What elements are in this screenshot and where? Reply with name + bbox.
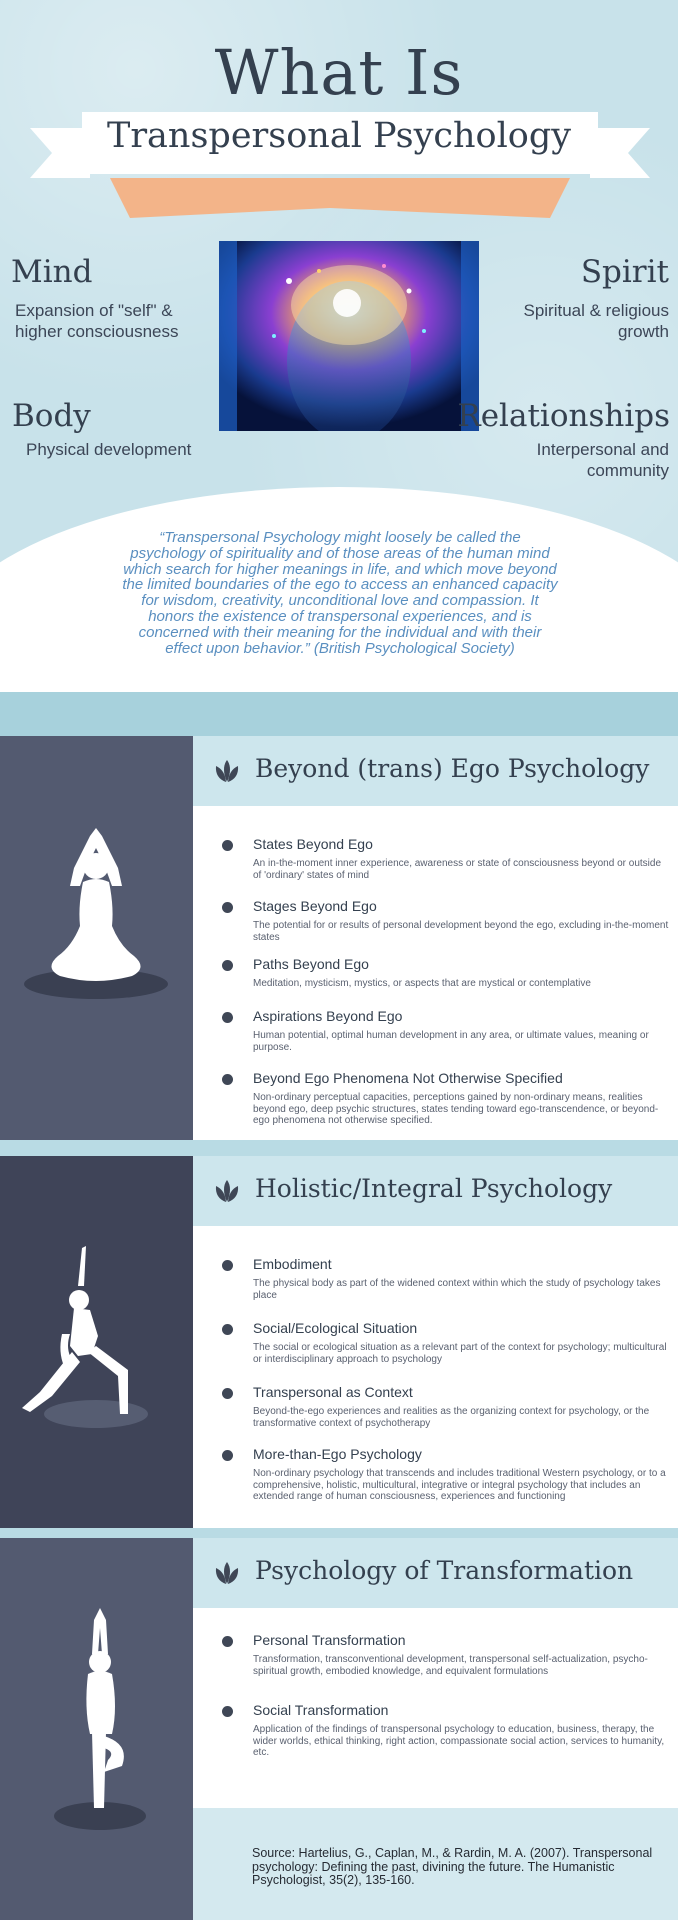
item-title: Stages Beyond Ego bbox=[253, 898, 377, 914]
item-title: Beyond Ego Phenomena Not Otherwise Specified bbox=[253, 1070, 563, 1086]
mind-title: Mind bbox=[11, 254, 93, 290]
section-title: Psychology of Transformation bbox=[255, 1556, 634, 1585]
item-title: More-than-Ego Psychology bbox=[253, 1446, 422, 1462]
section-title: Beyond (trans) Ego Psychology bbox=[255, 754, 650, 783]
relationships-title: Relationships bbox=[457, 398, 670, 434]
header-area bbox=[0, 0, 678, 692]
item-title: Embodiment bbox=[253, 1256, 332, 1272]
section-content bbox=[193, 806, 678, 1140]
bullet-dot bbox=[222, 1012, 233, 1023]
sidebar-panel bbox=[0, 736, 193, 1140]
lotus-icon bbox=[213, 758, 241, 784]
item-desc: The physical body as part of the widened context within which the study of psychology takes place bbox=[253, 1278, 661, 1301]
item-title: Paths Beyond Ego bbox=[253, 956, 369, 972]
item-desc: Meditation, mysticism, mystics, or aspects that are mystical or contemplative bbox=[253, 978, 591, 989]
bullet-dot bbox=[222, 1388, 233, 1399]
item-title: Transpersonal as Context bbox=[253, 1384, 413, 1400]
item-desc: Application of the findings of transpersonal psychology to education, business, therapy, the wider worlds, ethical thinking, right action, compassionate social action, services to humanity, etc. bbox=[253, 1724, 665, 1758]
bullet-dot bbox=[222, 960, 233, 971]
quote-text: “Transpersonal Psychology might loosely be called the psychology of spirituality and of those areas of the human mind which search for higher meanings in life, and which move beyond the limited boundaries of the ego to access an enhanced capacity for wisdom, creativity, unconditional love and compassion. It honors the existence of transpersonal experiences, and is concerned with their meaning for the individual and with their effect upon behavior.” (British Psychological Society) bbox=[122, 529, 558, 657]
item-desc: Transformation, transconventional development, transpersonal self-actualization, psycho-spiritual growth, embodied knowledge, and equivalent formulations bbox=[253, 1654, 648, 1677]
section-holistic bbox=[0, 1156, 678, 1538]
item-title: Aspirations Beyond Ego bbox=[253, 1008, 403, 1024]
yoga-warrior-figure bbox=[0, 1156, 193, 1538]
item-desc: Human potential, optimal human development in any area, or ultimate values, meaning or purpose. bbox=[253, 1030, 649, 1053]
section-beyond-ego bbox=[0, 736, 678, 1140]
bullet-dot bbox=[222, 1324, 233, 1335]
source-citation: Source: Hartelius, G., Caplan, M., & Rardin, M. A. (2007). Transpersonal psychology: Defining the past, divining the future. The Humanistic Psychologist, 35(2), 135-160. bbox=[252, 1846, 653, 1887]
section-header bbox=[193, 1538, 678, 1608]
headline-what-is: What Is bbox=[214, 36, 464, 109]
banner-title: Transpersonal Psychology bbox=[106, 116, 572, 156]
bullet-dot bbox=[222, 1074, 233, 1085]
item-desc: An in-the-moment inner experience, awareness or state of consciousness beyond or outside of 'ordinary' states of mind bbox=[253, 858, 662, 881]
item-title: States Beyond Ego bbox=[253, 836, 373, 852]
relationships-text: Interpersonal and community bbox=[536, 440, 669, 480]
bullet-dot bbox=[222, 902, 233, 913]
divider-band bbox=[0, 692, 678, 736]
brain-image bbox=[219, 241, 479, 431]
lotus-icon bbox=[213, 1178, 241, 1204]
mind-text: Expansion of "self" & higher consciousness bbox=[15, 301, 179, 341]
sidebar-panel bbox=[0, 1156, 193, 1538]
bullet-dot bbox=[222, 1636, 233, 1647]
item-title: Social Transformation bbox=[253, 1702, 389, 1718]
section-content bbox=[193, 1226, 678, 1538]
item-desc: The social or ecological situation as a relevant part of the context for psychology; multicultural or interdisciplinary approach to psychology bbox=[253, 1342, 667, 1365]
yoga-meditation-figure bbox=[0, 736, 193, 1140]
item-desc: Beyond-the-ego experiences and realities as the organizing context for psychology, or the transformative context of psychotherapy bbox=[253, 1406, 650, 1429]
bullet-dot bbox=[222, 1706, 233, 1717]
section-header bbox=[193, 1156, 678, 1226]
bullet-dot bbox=[222, 1450, 233, 1461]
body-title: Body bbox=[12, 398, 91, 434]
spirit-text: Spiritual & religious growth bbox=[523, 301, 669, 341]
item-desc: The potential for or results of personal development beyond the ego, excluding in-the-moment states bbox=[253, 920, 669, 943]
section-separator bbox=[0, 1140, 678, 1156]
section-header bbox=[193, 736, 678, 806]
item-title: Social/Ecological Situation bbox=[253, 1320, 418, 1336]
spirit-title: Spirit bbox=[580, 254, 669, 290]
yoga-tree-pose-figure bbox=[0, 1538, 193, 1920]
item-desc: Non-ordinary perceptual capacities, perceptions gained by non-ordinary means, realities beyond ego, deep psychic structures, states tending toward ego-transcendence, or beyond-ego phenomena not otherwise specified. bbox=[253, 1092, 659, 1126]
bullet-dot bbox=[222, 840, 233, 851]
sidebar-panel bbox=[0, 1538, 193, 1920]
item-desc: Non-ordinary psychology that transcends and includes traditional Western psychology, or to a comprehensive, holistic, multicultural, integrative or integral psychology that includes an extended range of human consciousness, experiences and functioning bbox=[253, 1468, 666, 1502]
body-text: Physical development bbox=[26, 440, 192, 459]
item-title: Personal Transformation bbox=[253, 1632, 406, 1648]
lotus-icon bbox=[213, 1560, 241, 1586]
section-separator bbox=[0, 1528, 678, 1538]
section-title: Holistic/Integral Psychology bbox=[255, 1174, 613, 1203]
bullet-dot bbox=[222, 1260, 233, 1271]
